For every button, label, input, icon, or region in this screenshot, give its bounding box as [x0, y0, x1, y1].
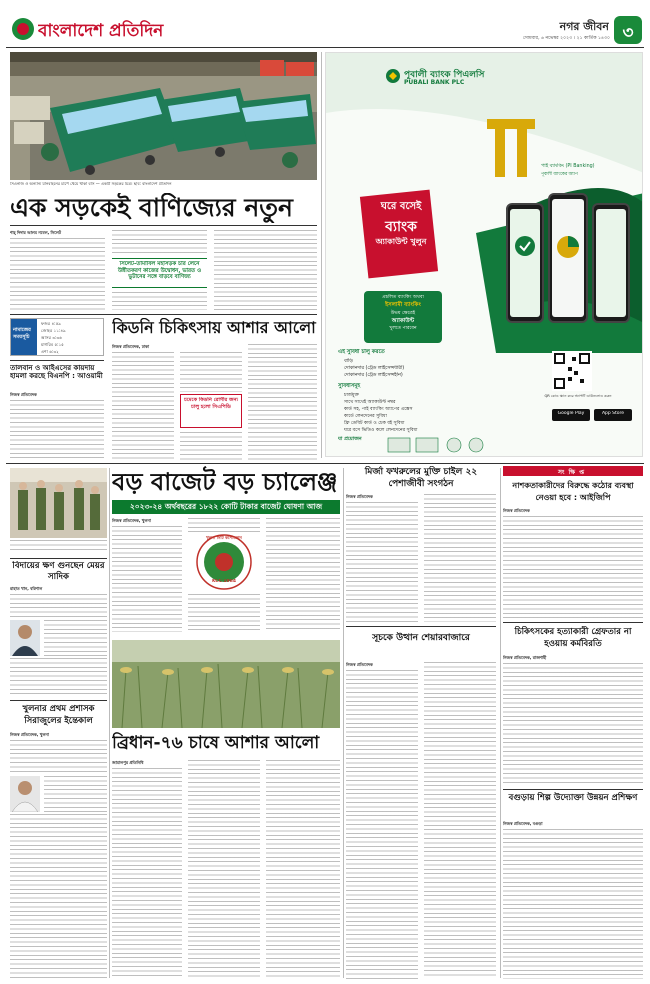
- ad-box-line: প্রচলিত ব্যাংকিং অথবা: [382, 295, 424, 300]
- bridhan-byline: জামালপুর প্রতিনিধি: [112, 760, 144, 765]
- budget-body-col2b: [188, 594, 260, 632]
- lead-photo: [10, 52, 317, 180]
- sadik-body-b: [44, 620, 107, 656]
- benefit-item: ফ্রি ডেবিট কার্ড ও চেক বই সুবিধা: [344, 421, 405, 426]
- hospital-headline: চিকিৎসকের হত্যাকারী গ্রেফতার না হওয়ায় কর্মবিরতি: [514, 627, 632, 649]
- kidney-body-col2a: [180, 352, 242, 392]
- khulna-body-b: [44, 776, 107, 812]
- lead-byline: শাহ্ দিদার আলম নবেল, সিলেট: [10, 230, 62, 235]
- share-rule: [346, 626, 496, 627]
- khulna-portrait: [10, 776, 40, 812]
- share-body-col1: [346, 670, 418, 979]
- kidney-body-col2b: [180, 432, 242, 460]
- check-icon: [514, 235, 536, 257]
- features-title: এই সুবিধা চালু করতে: [338, 349, 385, 355]
- kidney-pullquote: [180, 394, 242, 428]
- benefit-item: ঘরে বসে ভিডিও কলে লেনদেনের সুবিধা: [344, 428, 418, 433]
- ad-box-line: খুলতে পারবেন: [389, 326, 417, 331]
- sadik-headline: বিদায়ের ক্ষণ গুনছেন মেয়র সাদিক: [12, 561, 105, 582]
- share-body-col2: [424, 662, 496, 979]
- prayer-row: মাগরিব ৫:১৫: [41, 342, 65, 347]
- budget-headline: বড় বাজেট বড় চ্যালেঞ্জ: [112, 468, 338, 496]
- hotline: [504, 411, 550, 421]
- column-divider: [109, 468, 110, 978]
- benefit-item: কার্ড সহ, পাই ব্যাংকিং অ্যাপের এক্সেস: [344, 407, 413, 412]
- feature-item: দোকানদার (ট্রেড লাইসেন্সহীন): [344, 373, 403, 378]
- lead-headline: এক সড়কেই বাণিজ্যের নতুন: [10, 193, 293, 222]
- quote-rule: [10, 360, 104, 361]
- phone-icon: [504, 420, 513, 421]
- slogan-line1: ঘরে বসেই: [380, 201, 422, 212]
- mirza-headline: মির্জা ফখরুলের মুক্তি চাইল ২২ পেশাজীবী সংগঠন: [364, 467, 478, 489]
- ad-box-line: উভয় ক্ষেত্রেই: [390, 311, 416, 316]
- requirements-label: যা প্রয়োজন: [338, 436, 362, 442]
- ad-bank-name-en: PUBALI BANK PLC: [404, 79, 465, 86]
- khulna-byline: নিজস্ব প্রতিবেদক, খুলনা: [10, 732, 49, 737]
- google-play-label: Google Play: [557, 411, 585, 416]
- khulna-body-c: [10, 814, 107, 979]
- brief-rule: [503, 622, 643, 623]
- sadik-byline: রাহাত খান, বরিশাল: [10, 586, 43, 591]
- briefs-label: সংক্ষিপ্ত: [557, 469, 589, 475]
- budget-body-col1: [112, 526, 182, 632]
- phone-mockup-3: [592, 203, 630, 323]
- ad-bank-name-bn: পূবালী ব্যাংক পিএলসি: [404, 70, 485, 79]
- masthead: [6, 6, 644, 46]
- share-byline: নিজস্ব প্রতিবেদক: [346, 662, 373, 667]
- quote-body: [10, 400, 104, 460]
- nasok-body: [503, 516, 643, 618]
- column-divider: [343, 468, 344, 978]
- prayer-row: জোহর ১১:৪৯: [41, 328, 66, 333]
- google-play-badge[interactable]: [552, 409, 590, 421]
- photo-caption: সিএনজি ও অন্যান্য যানবাহনের চাপে থেমে থাকা বাস — একটি সড়কের চিত্র। ছবি: বাংলাদেশ প্রতিদিন: [10, 182, 172, 186]
- lead-rule: [10, 225, 317, 226]
- sadik-portrait: [10, 620, 40, 656]
- left-photo: [10, 468, 107, 538]
- mirza-body-col2: [424, 494, 496, 622]
- bridhan-headline: ব্রিধান-৭৬ চাষে আশার আলো: [112, 733, 320, 753]
- pi-symbol: [481, 113, 541, 181]
- requirement-icons: [386, 436, 496, 454]
- issue-date: সোমবার, ৬ নভেম্বর ২০২৩ । ২১ কার্তিক ১৪৩০: [522, 36, 610, 41]
- bridhan-body-col3: [266, 760, 340, 979]
- lead-body-col1: [10, 238, 105, 310]
- pubali-bank-ad[interactable]: [325, 52, 643, 457]
- budget-byline: নিজস্ব প্রতিবেদক, খুলনা: [112, 518, 151, 523]
- hotline-number: [518, 420, 541, 421]
- prayer-row: এশা ৬:৩২: [41, 349, 59, 354]
- share-headline: সূচকে উত্থান শেয়ারবাজারে: [372, 633, 470, 643]
- logo-mark: [10, 16, 36, 42]
- qr-code[interactable]: [552, 351, 592, 391]
- sadik-rule: [10, 558, 107, 559]
- khulna-body-a: [10, 740, 107, 774]
- seal-sub: KCC 1984: [212, 579, 236, 584]
- ad-box-line: অ্যাকাউন্ট: [391, 318, 415, 324]
- budget-body-col2a: [188, 518, 260, 532]
- kidney-byline: নিজস্ব প্রতিবেদক, ঢাকা: [112, 344, 150, 349]
- kcc-seal: [196, 534, 252, 590]
- prayer-times-title: নামাজের সময়সূচি: [11, 319, 37, 355]
- feature-item: বাড়ি: [344, 359, 353, 364]
- kidney-pullquote-text: চমেকে কিডনি রোগীর জন্য চালু হলো সিএপিডি: [184, 397, 238, 410]
- khulna-headline: খুলনার প্রথম প্রশাসক সিরাজুলের ইন্তেকাল: [22, 704, 95, 726]
- sadik-body-a: [10, 594, 107, 618]
- pi-banking-sub: পূবালী ব্যাংকের অ্যাপ: [541, 172, 578, 177]
- kidney-body-col3: [248, 344, 317, 460]
- bogura-byline: নিজস্ব প্রতিবেদক, বগুড়া: [503, 821, 543, 826]
- sadik-body-c: [10, 658, 107, 696]
- app-store-badge[interactable]: [594, 409, 632, 421]
- rice-field-photo: [112, 640, 340, 728]
- pubali-logo-icon: [386, 69, 400, 83]
- mirza-body-col1: [346, 502, 418, 622]
- section-label: নগর জীবন: [559, 20, 609, 31]
- benefits-title: সুবিধাসমূহ: [338, 383, 361, 389]
- page-number: [614, 16, 642, 44]
- pi-banking-label: পাই ব্যাংকিং (PI Banking): [541, 164, 595, 169]
- seal-text: খুলনা সিটি কর্পোরেশন: [206, 535, 242, 540]
- slogan-line2: ব্যাংক: [385, 219, 417, 233]
- quote-byline: নিজস্ব প্রতিবেদক: [10, 392, 37, 397]
- briefs-header: [503, 466, 643, 476]
- app-store-label: App Store: [601, 411, 625, 416]
- phone-mockup-1: [506, 203, 544, 323]
- lead-pullquote: [112, 258, 207, 288]
- lead-bottom-rule: [10, 314, 317, 315]
- bogura-body: [503, 829, 643, 979]
- phone-screen: [596, 209, 626, 317]
- benefit-item: সাথে সাথেই অ্যাকাউন্ট নম্বর: [344, 400, 396, 405]
- bogura-headline: বগুড়ায় শিল্প উদ্যোক্তা উন্নয়ন প্রশিক্ষণ: [508, 793, 638, 803]
- kidney-body-col1: [112, 352, 174, 460]
- newspaper-logo: বাংলাদেশ প্রতিদিন: [38, 21, 164, 41]
- kidney-headline: কিডনি চিকিৎসায় আশার আলো: [112, 318, 316, 337]
- phone-screen: [510, 209, 540, 317]
- column-divider: [321, 52, 322, 458]
- prayer-row: ফজর ৪:৫৯: [41, 321, 62, 326]
- benefit-item: কার্ডে লেনদেনের সুবিধা: [344, 414, 387, 419]
- lead-body-col3: [214, 230, 317, 310]
- ad-account-box: [364, 291, 442, 343]
- mirza-byline: নিজস্ব প্রতিবেদক: [346, 494, 373, 499]
- lead-body-col2: [112, 230, 207, 254]
- slogan-line3: অ্যাকাউন্ট খুলুন: [375, 237, 427, 246]
- ad-box-line: ইসলামী ব্যাংকিং: [385, 302, 421, 308]
- hospital-byline: নিজস্ব প্রতিবেদক, রাজশাহী: [503, 655, 547, 660]
- page-number-text: ৩: [622, 23, 634, 42]
- nasok-byline: নিজস্ব প্রতিবেদক: [503, 508, 530, 513]
- bridhan-body-col2: [188, 760, 260, 979]
- section-rule: [6, 463, 644, 464]
- nasok-headline: নাশকতাকারীদের বিরুদ্ধে কঠোর ব্যবস্থা নেওয়া হবে : আইজিপি: [512, 481, 634, 502]
- budget-subhead: ২০২৩-২৪ অর্থবছরের ১৮২২ কোটি টাকার বাজেট ঘোষণা আজ: [112, 500, 340, 514]
- phone-mockup-2: [548, 193, 588, 323]
- prayer-times-box: [10, 318, 104, 356]
- column-divider: [500, 468, 501, 978]
- budget-body-col3: [266, 518, 340, 632]
- masthead-rule: [6, 47, 644, 48]
- photo-caption-lines: [10, 540, 107, 552]
- prayer-row: আসর ৩:৩৬: [41, 335, 62, 340]
- khulna-rule: [10, 700, 107, 701]
- benefit-item: চার্জমুক্ত: [344, 393, 359, 398]
- pullquote-text: সিলেট-তামাবিল মহাসড়ক চার লেনে উন্নীতকরণ কাজের উদ্বোধন, ভারত ও ভুটানের সঙ্গে বাড়বে বাণিজ্য: [117, 261, 202, 280]
- qr-caption: QR কোড স্ক্যান করে অ্যাপটি ডাউনলোড করুন: [544, 394, 612, 398]
- quote-headline: তালবান ও আইএসের কায়দায় হামলা করছে বিএনপি : আওয়ামী: [10, 364, 103, 380]
- pie-chart-icon: [556, 235, 580, 259]
- lead-body-col2b: [112, 292, 207, 310]
- hospital-body: [503, 663, 643, 785]
- feature-item: দোকানদার (ট্রেড লাইসেন্সধারী): [344, 366, 405, 371]
- bridhan-body-col1: [112, 768, 182, 979]
- brief-rule: [503, 789, 643, 790]
